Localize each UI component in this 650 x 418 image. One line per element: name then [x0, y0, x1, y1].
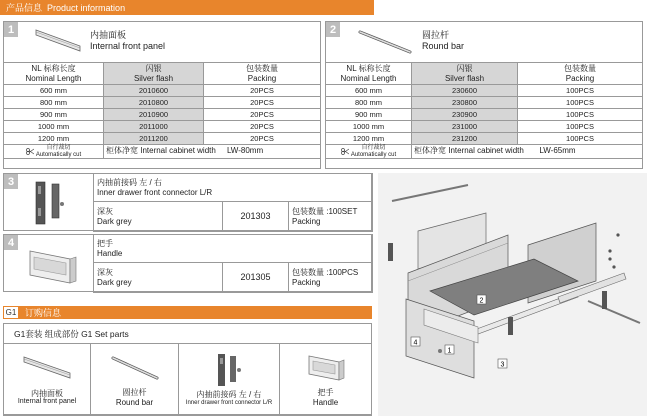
cell-length: 900 mm [4, 109, 104, 121]
color-cn: 深灰 [97, 268, 113, 278]
table-row [4, 97, 321, 109]
cabinet-width-label: 柜体净宽 Internal cabinet width [414, 146, 524, 156]
spec-table-1 [3, 62, 321, 159]
panel-round-bar [325, 21, 643, 169]
col-packing-cn: 包装数量 [246, 64, 278, 74]
code-cell [222, 262, 289, 293]
cell-packing: 100PCS [518, 121, 643, 133]
auto-cut-cn: 自行裁切 [46, 145, 71, 151]
panel-handle [3, 234, 372, 292]
table-row [326, 109, 643, 121]
cabinet-width-label: 柜体净宽 Internal cabinet width [106, 146, 216, 156]
cell-length: 600 mm [326, 85, 412, 97]
panel-number: 4 [4, 235, 18, 250]
auto-cut-cell [326, 145, 412, 159]
cell-packing: 20PCS [204, 109, 321, 121]
panel-number: 3 [4, 174, 18, 189]
color-cell [93, 201, 223, 232]
cell-packing: 20PCS [204, 97, 321, 109]
packing-cn: 包装数量 :100PCS [292, 268, 359, 278]
col-length-cn: NL 标称长度 [31, 64, 76, 74]
table-row [4, 121, 321, 133]
panel-title-cn: 内抽前接码 左 / 右 [97, 178, 162, 188]
panel-title [93, 173, 373, 202]
panel-number: 2 [326, 22, 340, 37]
panel-title [422, 30, 464, 52]
cell-length: 800 mm [326, 97, 412, 109]
cell-length: 1000 mm [326, 121, 412, 133]
table-row [326, 121, 643, 133]
section-tag: G1 [3, 306, 19, 319]
part-cn: 把手 [317, 387, 334, 397]
cell-packing: 20PCS [204, 121, 321, 133]
part-en: Handle [312, 397, 339, 407]
cell-code: 2010600 [104, 85, 204, 97]
col-packing-en: Packing [247, 73, 277, 83]
col-packing-en: Packing [565, 73, 595, 83]
g1-title: G1套装 组成部份 G1 Set parts [14, 329, 129, 339]
part-cn: 内抽面板 [31, 388, 63, 398]
cell-packing: 100PCS [518, 97, 643, 109]
round-bar-icon [354, 26, 414, 56]
panel-title-cn: 把手 [97, 239, 113, 249]
g1-part-connector [178, 343, 280, 416]
cell-code: 231200 [412, 133, 518, 145]
auto-cut-cell [4, 145, 104, 159]
panel-title-cn: 圆拉杆 [422, 30, 450, 40]
col-finish-en: Silver flash [444, 73, 485, 83]
table-row [4, 109, 321, 121]
g1-set-parts [3, 323, 372, 415]
round-bar-icon [107, 352, 163, 382]
scissors-icon [341, 148, 349, 155]
panel-title [90, 30, 165, 52]
cell-length: 1200 mm [4, 133, 104, 145]
auto-cut-en: Automatically cut [35, 151, 82, 158]
cell-length: 600 mm [4, 85, 104, 97]
auto-cut-cn: 自行裁切 [361, 145, 386, 151]
cell-packing: 20PCS [204, 133, 321, 145]
col-finish-cn: 闪银 [145, 64, 162, 74]
cell-code: 230800 [412, 97, 518, 109]
product-code: 201303 [240, 211, 271, 222]
panel-number: 1 [4, 22, 18, 37]
packing-cell [288, 201, 373, 232]
g1-part-handle [279, 343, 372, 416]
cabinet-width-value: LW-65mm [539, 146, 576, 156]
front-connector-icon [30, 178, 70, 228]
cell-code: 231000 [412, 121, 518, 133]
part-en: Internal front panel [17, 398, 77, 406]
cabinet-width-cell [104, 145, 321, 159]
cell-code: 2010900 [104, 109, 204, 121]
part-cn: 圆拉杆 [122, 387, 147, 397]
section-header-order-info [3, 306, 372, 319]
panel-title [93, 234, 373, 263]
cell-length: 1000 mm [4, 121, 104, 133]
packing-en: Packing [292, 216, 321, 226]
spec-table-2 [325, 62, 643, 159]
color-en: Dark grey [97, 277, 132, 287]
cell-code: 230600 [412, 85, 518, 97]
panel-title-cn: 内抽面板 [90, 30, 127, 40]
cell-code: 2011000 [104, 121, 204, 133]
drawer-assembly-illustration [378, 173, 647, 416]
col-length-cn: NL 标称长度 [346, 64, 391, 74]
color-en: Dark grey [97, 216, 132, 226]
panel-front-connector [3, 173, 372, 231]
internal-front-panel-icon [20, 353, 74, 383]
section-header-cn: 产品信息 [6, 3, 43, 13]
cell-length: 900 mm [326, 109, 412, 121]
part-en: Round bar [115, 397, 154, 407]
cell-packing: 100PCS [518, 85, 643, 97]
panel-title-en: Inner drawer front connector L/R [97, 187, 213, 197]
col-length-en: Nominal Length [25, 73, 82, 83]
callout-2: 2 [479, 297, 484, 305]
product-code: 201305 [240, 272, 271, 283]
packing-en: Packing [292, 277, 321, 287]
cell-packing: 20PCS [204, 85, 321, 97]
g1-part-round-bar [90, 343, 179, 416]
callout-1: 1 [447, 347, 452, 355]
cabinet-width-value: LW-80mm [226, 146, 264, 156]
col-finish-cn: 闪银 [456, 64, 473, 74]
cabinet-width-cell [412, 145, 643, 159]
table-row [326, 97, 643, 109]
callout-3: 3 [500, 361, 505, 369]
packing-cn: 包装数量 :100SET [292, 207, 358, 217]
color-cn: 深灰 [97, 207, 113, 217]
g1-part-front-panel [3, 343, 91, 416]
panel-title-en: Handle [97, 248, 123, 258]
section-header-product-info [0, 0, 374, 15]
cell-length: 800 mm [4, 97, 104, 109]
auto-cut-en: Automatically cut [350, 151, 397, 158]
cell-packing: 100PCS [518, 109, 643, 121]
handle-icon [24, 245, 80, 287]
part-cn: 内抽前接码 左 / 右 [196, 390, 262, 400]
section-header-cn: 订购信息 [19, 306, 372, 319]
scissors-icon [26, 148, 34, 155]
cell-code: 230900 [412, 109, 518, 121]
front-connector-icon [212, 352, 246, 388]
table-row [326, 133, 643, 145]
cell-code: 2010800 [104, 97, 204, 109]
table-row [326, 85, 643, 97]
part-en: Inner drawer front connector L/R [185, 399, 273, 406]
col-packing-cn: 包装数量 [564, 64, 596, 74]
panel-internal-front-panel [3, 21, 321, 169]
cell-code: 2011200 [104, 133, 204, 145]
packing-cell [288, 262, 373, 293]
color-cell [93, 262, 223, 293]
col-finish-en: Silver flash [133, 73, 174, 83]
code-cell [222, 201, 289, 232]
internal-front-panel-icon [32, 26, 84, 54]
table-row [4, 85, 321, 97]
cell-length: 1200 mm [326, 133, 412, 145]
col-length-en: Nominal Length [340, 73, 397, 83]
cell-packing: 100PCS [518, 133, 643, 145]
handle-icon [305, 352, 347, 382]
panel-title-en: Round bar [422, 40, 465, 51]
section-header-en: Product information [47, 2, 126, 13]
panel-title-en: Internal front panel [90, 40, 166, 51]
exploded-drawer-diagram [378, 173, 647, 416]
table-row [4, 133, 321, 145]
callout-4: 4 [413, 339, 418, 347]
